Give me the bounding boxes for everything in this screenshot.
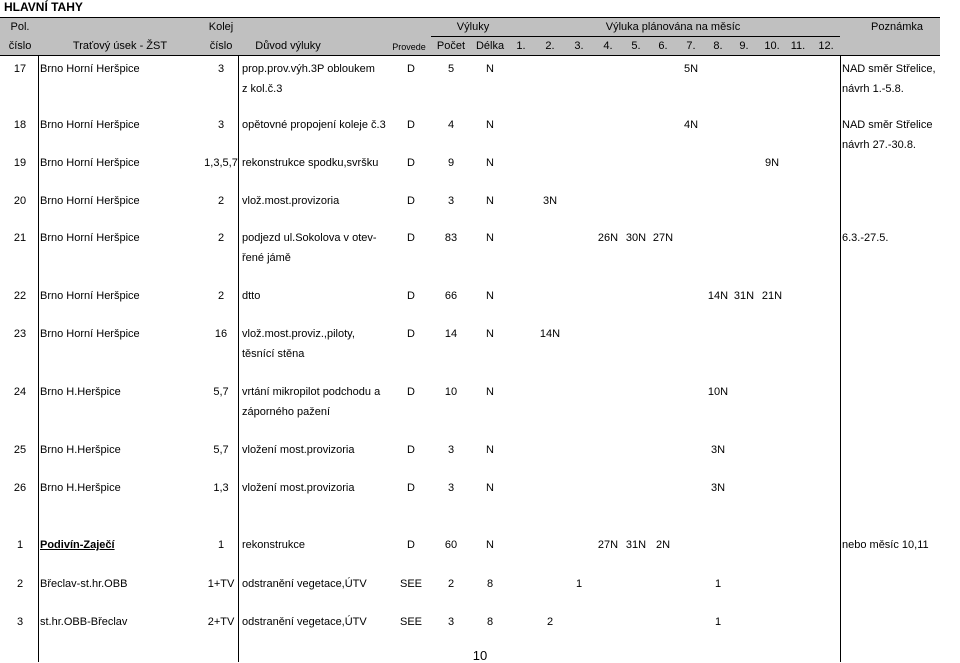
row-delka: N: [486, 386, 494, 398]
row-delka: 8: [486, 616, 494, 628]
row-kolej: 1: [217, 539, 225, 551]
row-usek: Brno H.Heršpice: [40, 444, 121, 456]
row-duvod: těsnící stěna: [242, 348, 305, 360]
header-top-line: [0, 17, 940, 18]
row-kolej: 2: [217, 290, 225, 302]
row-duvod: opětovné propojení koleje č.3: [242, 119, 386, 131]
row-poznamka: NAD směr Střelice: [842, 119, 933, 131]
row-delka: N: [486, 539, 494, 551]
row-usek: Brno H.Heršpice: [40, 386, 121, 398]
header-month-1: 1.: [516, 40, 526, 52]
header-month-7: 7.: [686, 40, 696, 52]
row-poznamka: 6.3.-27.5.: [842, 232, 889, 244]
row-cislo: 2: [16, 578, 24, 590]
row-provede: D: [407, 482, 415, 494]
row-cislo: 21: [13, 232, 27, 244]
row-delka: N: [486, 328, 494, 340]
row-month-value: 3N: [710, 444, 726, 456]
row-provede: D: [407, 157, 415, 169]
row-pocet: 9: [447, 157, 455, 169]
row-duvod: vrtání mikropilot podchodu a: [242, 386, 381, 398]
row-cislo: 3: [16, 616, 24, 628]
row-provede: D: [407, 63, 415, 75]
row-poznamka: návrh 27.-30.8.: [842, 139, 916, 151]
row-kolej: 1,3: [213, 482, 229, 494]
row-pocet: 3: [447, 195, 455, 207]
column-divider: [238, 55, 239, 662]
row-usek: Brno Horní Heršpice: [40, 157, 140, 169]
row-usek: Brno Horní Heršpice: [40, 119, 140, 131]
row-cislo: 24: [13, 386, 27, 398]
header-tratovy-usek: Traťový úsek - ŽST: [72, 40, 168, 52]
header-month-5: 5.: [631, 40, 641, 52]
row-cislo: 22: [13, 290, 27, 302]
row-provede: D: [407, 232, 415, 244]
row-month-value: 27N: [652, 232, 674, 244]
row-month-value: 3N: [542, 195, 558, 207]
row-month-value: 4N: [683, 119, 699, 131]
row-pocet: 3: [447, 616, 455, 628]
header-duvod: Důvod výluky: [255, 40, 321, 52]
row-provede: D: [407, 328, 415, 340]
row-cislo: 1: [16, 539, 24, 551]
row-cislo: 18: [13, 119, 27, 131]
header-month-8: 8.: [713, 40, 723, 52]
column-divider: [840, 55, 841, 662]
row-kolej: 2: [217, 232, 225, 244]
row-delka: N: [486, 232, 494, 244]
header-month-10: 10.: [764, 40, 780, 52]
row-usek: st.hr.OBB-Břeclav: [40, 616, 128, 628]
header-cislo: číslo: [8, 40, 32, 52]
header-month-12: 12.: [818, 40, 834, 52]
row-cislo: 19: [13, 157, 27, 169]
row-pocet: 5: [447, 63, 455, 75]
row-duvod: dtto: [242, 290, 261, 302]
row-kolej: 1+TV: [207, 578, 235, 590]
row-delka: N: [486, 157, 494, 169]
row-pocet: 3: [447, 444, 455, 456]
row-provede: D: [407, 444, 415, 456]
page-title: HLAVNÍ TAHY: [4, 0, 83, 14]
row-kolej: 5,7: [213, 444, 229, 456]
row-kolej: 2: [217, 195, 225, 207]
row-pocet: 60: [444, 539, 458, 551]
row-kolej: 16: [214, 328, 228, 340]
row-month-value: 26N: [597, 232, 619, 244]
row-provede: D: [407, 539, 415, 551]
row-cislo: 25: [13, 444, 27, 456]
row-cislo: 20: [13, 195, 27, 207]
row-cislo: 17: [13, 63, 27, 75]
row-pocet: 2: [447, 578, 455, 590]
row-month-value: 30N: [625, 232, 647, 244]
row-month-value: 21N: [761, 290, 783, 302]
row-month-value: 10N: [707, 386, 729, 398]
row-kolej: 1,3,5,7: [204, 157, 238, 169]
row-delka: N: [486, 63, 494, 75]
header-month-3: 3.: [574, 40, 584, 52]
row-poznamka: nebo měsíc 10,11: [842, 539, 929, 551]
row-provede: D: [407, 195, 415, 207]
row-usek: Brno Horní Heršpice: [40, 63, 140, 75]
row-usek: Podivín-Zaječí: [40, 539, 115, 551]
row-month-value: 14N: [707, 290, 729, 302]
row-provede: D: [407, 290, 415, 302]
row-pocet: 83: [444, 232, 458, 244]
row-duvod: rekonstrukce spodku,svršku: [242, 157, 379, 169]
row-usek: Brno Horní Heršpice: [40, 290, 140, 302]
row-delka: N: [486, 444, 494, 456]
row-duvod: z kol.č.3: [242, 83, 283, 95]
row-month-value: 3N: [710, 482, 726, 494]
header-bottom-line: [0, 55, 940, 56]
header-delka: Délka: [475, 40, 505, 52]
header-month-9: 9.: [739, 40, 749, 52]
row-poznamka: NAD směr Střelice,: [842, 63, 936, 75]
row-pocet: 66: [444, 290, 458, 302]
row-kolej: 5,7: [213, 386, 229, 398]
header-month-11: 11.: [790, 40, 806, 52]
row-poznamka: návrh 1.-5.8.: [842, 83, 904, 95]
row-month-value: 1: [714, 616, 722, 628]
row-usek: Břeclav-st.hr.OBB: [40, 578, 128, 590]
row-usek: Brno Horní Heršpice: [40, 328, 140, 340]
header-kolej: Kolej: [208, 21, 234, 33]
page-number: 10: [472, 648, 488, 663]
row-month-value: 31N: [625, 539, 647, 551]
header-month-4: 4.: [603, 40, 613, 52]
row-usek: Brno H.Heršpice: [40, 482, 121, 494]
row-duvod: vložení most.provizoria: [242, 444, 355, 456]
header-pocet: Počet: [436, 40, 466, 52]
header-month-2: 2.: [545, 40, 555, 52]
row-provede: SEE: [399, 616, 423, 628]
row-month-value: 2: [546, 616, 554, 628]
row-duvod: záporného pažení: [242, 406, 331, 418]
row-provede: D: [407, 119, 415, 131]
row-month-value: 9N: [764, 157, 780, 169]
row-kolej: 3: [217, 63, 225, 75]
row-duvod: odstranění vegetace,ÚTV: [242, 578, 367, 590]
row-cislo: 23: [13, 328, 27, 340]
column-divider: [38, 55, 39, 662]
row-duvod: podjezd ul.Sokolova v otev-: [242, 232, 377, 244]
row-provede: D: [407, 386, 415, 398]
row-duvod: vlož.most.proviz.,piloty,: [242, 328, 355, 340]
row-delka: N: [486, 482, 494, 494]
row-duvod: rekonstrukce: [242, 539, 305, 551]
header-poznamka: Poznámka: [871, 21, 923, 33]
row-duvod: řené jámě: [242, 252, 291, 264]
header-provede: Provede: [392, 42, 426, 52]
row-delka: N: [486, 290, 494, 302]
row-month-value: 1: [575, 578, 583, 590]
row-duvod: vložení most.provizoria: [242, 482, 355, 494]
row-duvod: vlož.most.provizoria: [242, 195, 340, 207]
header-kolej-cislo: číslo: [209, 40, 233, 52]
row-delka: N: [486, 119, 494, 131]
header-mid-line: [431, 36, 840, 37]
row-month-value: 2N: [655, 539, 671, 551]
row-month-value: 27N: [597, 539, 619, 551]
row-usek: Brno Horní Heršpice: [40, 232, 140, 244]
row-provede: SEE: [399, 578, 423, 590]
row-pocet: 3: [447, 482, 455, 494]
row-cislo: 26: [13, 482, 27, 494]
row-delka: 8: [486, 578, 494, 590]
row-pocet: 14: [444, 328, 458, 340]
row-month-value: 5N: [683, 63, 699, 75]
row-month-value: 1: [714, 578, 722, 590]
row-usek: Brno Horní Heršpice: [40, 195, 140, 207]
row-pocet: 4: [447, 119, 455, 131]
row-kolej: 2+TV: [207, 616, 235, 628]
header-month-6: 6.: [658, 40, 668, 52]
row-kolej: 3: [217, 119, 225, 131]
row-month-value: 14N: [539, 328, 561, 340]
row-pocet: 10: [444, 386, 458, 398]
row-duvod: prop.prov.výh.3P obloukem: [242, 63, 375, 75]
row-delka: N: [486, 195, 494, 207]
row-month-value: 31N: [733, 290, 755, 302]
header-planovana: Výluka plánována na měsíc: [605, 21, 741, 33]
row-duvod: odstranění vegetace,ÚTV: [242, 616, 367, 628]
header-vyluky: Výluky: [456, 21, 490, 33]
header-pol: Pol.: [10, 21, 30, 33]
